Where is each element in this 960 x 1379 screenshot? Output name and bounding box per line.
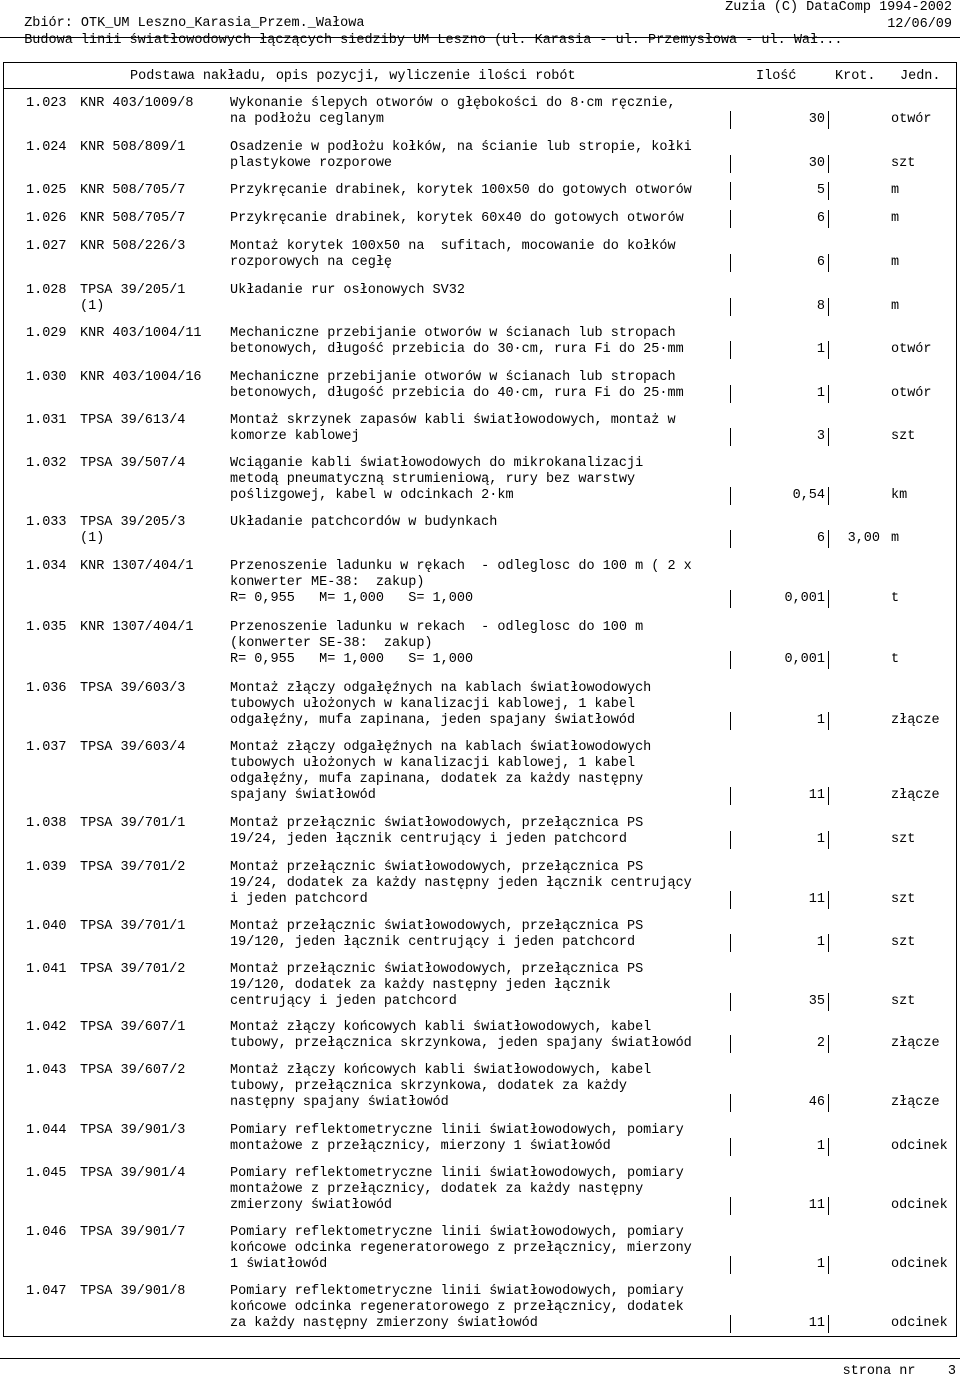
item-number: 1.047 [26, 1284, 67, 1299]
item-quantity: 8 [816, 299, 825, 314]
description-line: i jeden patchcord [230, 892, 368, 907]
item-number: 1.036 [26, 681, 67, 696]
cell-divider [730, 341, 731, 359]
description-line: tubowych ułożonych w kanalizacji kablowej, 1 kabel [230, 697, 636, 712]
column-header-divider [3, 88, 957, 89]
description-line: Mechaniczne przebijanie otworów w ścianach lub stropach [230, 370, 676, 385]
item-description [230, 620, 730, 668]
description-line [230, 299, 730, 315]
item-number: 1.030 [26, 370, 67, 385]
item-number: 1.026 [26, 211, 67, 226]
description-line: Układanie patchcordów w budynkach [230, 515, 498, 530]
item-quantity: 1 [816, 386, 825, 401]
item-unit: szt [891, 832, 916, 847]
cell-divider [730, 1035, 731, 1053]
item-quantity: 0,001 [784, 591, 825, 606]
item-description [230, 1225, 730, 1273]
cell-divider [828, 831, 829, 849]
item-number: 1.023 [26, 96, 67, 111]
item-description [230, 1166, 730, 1214]
item-unit: złącze [891, 788, 940, 803]
cell-divider [828, 787, 829, 805]
item-basis: KNR 403/1004/16 [80, 370, 202, 385]
description-line: poślizgowej, kabel w odcinkach 2·km [230, 488, 514, 503]
item-quantity: 5 [816, 183, 825, 198]
item-number: 1.033 [26, 515, 67, 530]
item-unit: t [891, 652, 900, 667]
description-line: Osadzenie w podłożu kołków, na ścianie lub stropie, kołki [230, 140, 692, 155]
cell-divider [730, 385, 731, 403]
item-quantity: 1 [816, 1139, 825, 1154]
item-number: 1.040 [26, 919, 67, 934]
cell-divider [828, 530, 829, 548]
item-description [230, 239, 730, 271]
cell-divider [730, 487, 731, 505]
item-description [230, 140, 730, 172]
cell-divider [730, 530, 731, 548]
item-description [230, 183, 730, 199]
description-line: betonowych, długość przebicia do 30·cm, rura Fi do 25·mm [230, 342, 684, 357]
item-number: 1.045 [26, 1166, 67, 1181]
description-line: Pomiary reflektometryczne linii światłowodowych, pomiary [230, 1166, 684, 1181]
item-description [230, 681, 730, 729]
item-basis: TPSA 39/613/4 [80, 413, 186, 428]
item-description [230, 1020, 730, 1052]
description-line: Przykręcanie drabinek, korytek 60x40 do gotowych otworów [230, 211, 684, 226]
header-line-2 [8, 17, 952, 65]
description-line: (konwerter SE-38: zakup) [230, 636, 433, 651]
description-line: odgałęźny, mufa zapinana, jeden spajany światłowód [230, 713, 636, 728]
item-quantity: 6 [816, 531, 825, 546]
cell-divider [730, 1138, 731, 1156]
cell-divider [828, 298, 829, 316]
item-basis: KNR 508/809/1 [80, 140, 186, 155]
description-line: Montaż złączy odgałęźnych na kablach światłowodowych [230, 740, 652, 755]
description-line: komorze kablowej [230, 429, 360, 444]
cell-divider [828, 590, 829, 608]
cell-divider [828, 651, 829, 669]
item-unit: szt [891, 429, 916, 444]
item-unit: szt [891, 935, 916, 950]
item-description [230, 370, 730, 402]
collection-name: Zbiór: OTK_UM Leszno_Karasia_Przem._Wałowa [24, 16, 365, 31]
item-number: 1.041 [26, 962, 67, 977]
item-number: 1.044 [26, 1123, 67, 1138]
description-line: Wykonanie ślepych otworów o głębokości do 8·cm ręcznie, [230, 96, 676, 111]
cell-divider [730, 831, 731, 849]
item-description [230, 962, 730, 1010]
cell-divider [730, 590, 731, 608]
item-unit: złącze [891, 1095, 940, 1110]
page-value: 3 [947, 1364, 956, 1379]
item-basis: TPSA 39/607/1 [80, 1020, 186, 1035]
cell-divider [828, 934, 829, 952]
cell-divider [828, 385, 829, 403]
description-line: plastykowe rozporowe [230, 156, 393, 171]
item-number: 1.043 [26, 1063, 67, 1078]
cell-divider [828, 1035, 829, 1053]
description-line: Przenoszenie ladunku w rękach - odleglosc do 100 m ( 2 x [230, 559, 692, 574]
cell-divider [828, 1197, 829, 1215]
item-quantity: 1 [816, 342, 825, 357]
item-unit: szt [891, 156, 916, 171]
item-basis: TPSA 39/205/3 (1) [80, 515, 186, 546]
item-unit: szt [891, 994, 916, 1009]
item-quantity: 6 [816, 255, 825, 270]
description-line: centrujący i jeden patchcord [230, 994, 457, 1009]
description-line: metodą pneumatyczną strumieniową, rury bez warstwy [230, 472, 636, 487]
description-line: R= 0,955 M= 1,000 S= 1,000 [230, 591, 474, 606]
item-quantity: 11 [808, 788, 825, 803]
description-line: 19/120, jeden łącznik centrujący i jeden patchcord [230, 935, 636, 950]
column-header-unit: Jedn. [900, 69, 941, 84]
description-line: 19/120, dodatek za każdy następny jeden łącznik [230, 978, 611, 993]
cell-divider [730, 428, 731, 446]
description-line: za każdy następny zmierzony światłowód [230, 1316, 538, 1331]
item-number: 1.024 [26, 140, 67, 155]
cell-divider [828, 891, 829, 909]
cell-divider [730, 210, 731, 228]
cell-divider [730, 891, 731, 909]
item-unit: km [891, 488, 908, 503]
item-basis: TPSA 39/603/4 [80, 740, 186, 755]
item-unit: złącze [891, 1036, 940, 1051]
description-line: odgałęźny, mufa zapinana, dodatek za każdy następny [230, 772, 644, 787]
item-description [230, 515, 730, 547]
description-line: tubowy, przełącznica skrzynkowa, dodatek za każdy [230, 1079, 627, 1094]
description-line: rozporowych na cegłę [230, 255, 393, 270]
description-line: 19/24, dodatek za każdy następny jeden łącznik centrujący [230, 876, 692, 891]
item-quantity: 1 [816, 713, 825, 728]
item-quantity: 30 [808, 112, 825, 127]
description-line: Przenoszenie ladunku w rekach - odleglosc do 100 m [230, 620, 644, 635]
description-line: Pomiary reflektometryczne linii światłowodowych, pomiary [230, 1284, 684, 1299]
cell-divider [828, 155, 829, 173]
item-quantity: 1 [816, 832, 825, 847]
item-unit: m [891, 531, 900, 546]
item-basis: TPSA 39/901/7 [80, 1225, 186, 1240]
cell-divider [730, 1197, 731, 1215]
item-unit: m [891, 211, 900, 226]
item-basis: TPSA 39/507/4 [80, 456, 186, 471]
item-description [230, 96, 730, 128]
item-quantity: 11 [808, 1198, 825, 1213]
item-unit: szt [891, 892, 916, 907]
cell-divider [828, 210, 829, 228]
item-unit: otwór [891, 386, 932, 401]
item-basis: TPSA 39/701/1 [80, 816, 186, 831]
description-line: Wciąganie kabli światłowodowych do mikrokanalizacji [230, 456, 644, 471]
page-label: strona nr [842, 1364, 916, 1379]
item-basis: KNR 1307/404/1 [80, 559, 194, 574]
item-description [230, 413, 730, 445]
item-basis: TPSA 39/205/1 (1) [80, 283, 186, 314]
description-line: Montaż przełącznic światłowodowych, przełącznica PS [230, 860, 644, 875]
item-description [230, 283, 730, 315]
item-description [230, 1284, 730, 1332]
item-quantity: 1 [816, 1257, 825, 1272]
item-basis: KNR 508/226/3 [80, 239, 186, 254]
description-line: Montaż złączy końcowych kabli światłowodowych, kabel [230, 1063, 652, 1078]
item-number: 1.025 [26, 183, 67, 198]
item-unit: odcinek [891, 1139, 948, 1154]
column-header-qty: Ilość [756, 69, 797, 84]
description-line: Montaż skrzynek zapasów kabli światłowodowych, montaż w [230, 413, 676, 428]
cell-divider [828, 993, 829, 1011]
item-description [230, 1063, 730, 1111]
item-basis: KNR 403/1009/8 [80, 96, 194, 111]
cell-divider [730, 651, 731, 669]
item-unit: otwór [891, 112, 932, 127]
item-basis: KNR 403/1004/11 [80, 326, 202, 341]
document-date: 12/06/09 [887, 17, 952, 32]
item-quantity: 35 [808, 994, 825, 1009]
item-basis: TPSA 39/901/8 [80, 1284, 186, 1299]
item-number: 1.035 [26, 620, 67, 635]
item-unit: odcinek [891, 1198, 948, 1213]
item-number: 1.034 [26, 559, 67, 574]
cell-divider [730, 993, 731, 1011]
item-unit: odcinek [891, 1257, 948, 1272]
description-line: Montaż przełącznic światłowodowych, przełącznica PS [230, 919, 644, 934]
description-line: zmierzony światłowód [230, 1198, 393, 1213]
page-number [843, 1364, 956, 1379]
item-quantity: 30 [808, 156, 825, 171]
item-number: 1.037 [26, 740, 67, 755]
item-unit: m [891, 299, 900, 314]
item-description [230, 816, 730, 848]
item-number: 1.028 [26, 283, 67, 298]
item-basis: TPSA 39/901/4 [80, 1166, 186, 1181]
item-description [230, 559, 730, 607]
description-line: Mechaniczne przebijanie otworów w ścianach lub stropach [230, 326, 676, 341]
cell-divider [828, 487, 829, 505]
description-line: montażowe z przełącznicy, dodatek za każdy następny [230, 1182, 644, 1197]
item-number: 1.038 [26, 816, 67, 831]
item-basis: TPSA 39/701/1 [80, 919, 186, 934]
cell-divider [828, 341, 829, 359]
cell-divider [828, 1094, 829, 1112]
item-description [230, 456, 730, 504]
cell-divider [730, 254, 731, 272]
cell-divider [730, 298, 731, 316]
item-basis: TPSA 39/607/2 [80, 1063, 186, 1078]
cell-divider [730, 1256, 731, 1274]
item-quantity: 2 [816, 1036, 825, 1051]
item-multiplier: 3,00 [847, 531, 880, 546]
item-number: 1.032 [26, 456, 67, 471]
cell-divider [828, 1256, 829, 1274]
item-number: 1.046 [26, 1225, 67, 1240]
item-quantity: 11 [808, 892, 825, 907]
description-line: montażowe z przełącznicy, mierzony 1 światłowód [230, 1139, 611, 1154]
description-line: następny spajany światłowód [230, 1095, 449, 1110]
header-divider [0, 37, 960, 38]
description-line: końcowe odcinka regeneratorowego z przełącznicy, dodatek [230, 1300, 684, 1315]
item-number: 1.039 [26, 860, 67, 875]
description-line: Pomiary reflektometryczne linii światłowodowych, pomiary [230, 1225, 684, 1240]
item-quantity: 3 [816, 429, 825, 444]
column-header-krot: Krot. [835, 69, 876, 84]
item-unit: t [891, 591, 900, 606]
footer-divider [0, 1358, 960, 1359]
description-line: Montaż złączy odgałęźnych na kablach światłowodowych [230, 681, 652, 696]
cell-divider [828, 712, 829, 730]
item-quantity: 0,001 [784, 652, 825, 667]
description-line: konwerter ME-38: zakup) [230, 575, 425, 590]
item-unit: otwór [891, 342, 932, 357]
item-basis: TPSA 39/603/3 [80, 681, 186, 696]
cell-divider [828, 1315, 829, 1333]
item-description [230, 740, 730, 804]
item-quantity: 6 [816, 211, 825, 226]
item-quantity: 1 [816, 935, 825, 950]
item-quantity: 11 [808, 1316, 825, 1331]
software-credit: Zuzia (C) DataComp 1994-2002 [725, 0, 952, 15]
description-line: 1 światłowód [230, 1257, 328, 1272]
cell-divider [730, 155, 731, 173]
description-line: końcowe odcinka regeneratorowego z przełącznicy, mierzony [230, 1241, 692, 1256]
description-line: na podłożu ceglanym [230, 112, 384, 127]
item-number: 1.027 [26, 239, 67, 254]
item-description [230, 326, 730, 358]
description-line: R= 0,955 M= 1,000 S= 1,000 [230, 652, 474, 667]
item-basis: KNR 508/705/7 [80, 211, 186, 226]
description-line: tubowy, przełącznica skrzynkowa, jeden spajany światłowód [230, 1036, 692, 1051]
item-quantity: 0,54 [792, 488, 825, 503]
description-line: Układanie rur osłonowych SV32 [230, 283, 465, 298]
item-unit: m [891, 255, 900, 270]
description-line: Pomiary reflektometryczne linii światłowodowych, pomiary [230, 1123, 684, 1138]
cell-divider [730, 1094, 731, 1112]
description-line: Przykręcanie drabinek, korytek 100x50 do gotowych otworów [230, 183, 692, 198]
item-number: 1.042 [26, 1020, 67, 1035]
cell-divider [730, 934, 731, 952]
column-header-base: Podstawa nakładu, opis pozycji, wyliczenie ilości robót [130, 69, 576, 84]
description-line: Montaż przełącznic światłowodowych, przełącznica PS [230, 816, 644, 831]
cell-divider [730, 1315, 731, 1333]
cell-divider [828, 428, 829, 446]
item-description [230, 211, 730, 227]
description-line: Montaż korytek 100x50 na sufitach, mocowanie do kołków [230, 239, 676, 254]
project-title: Budowa linii światłowodowych łączących siedziby UM Leszno (ul. Karasia - ul. Przemysłowa - ul. Wał... [24, 33, 843, 48]
description-line: spajany światłowód [230, 788, 376, 803]
description-line: Montaż przełącznic światłowodowych, przełącznica PS [230, 962, 644, 977]
cell-divider [828, 111, 829, 129]
description-line: Montaż złączy końcowych kabli światłowodowych, kabel [230, 1020, 652, 1035]
cell-divider [828, 1138, 829, 1156]
description-line [230, 531, 730, 547]
item-unit: złącze [891, 713, 940, 728]
cell-divider [828, 254, 829, 272]
item-description [230, 919, 730, 951]
item-basis: TPSA 39/901/3 [80, 1123, 186, 1138]
cell-divider [730, 712, 731, 730]
item-number: 1.031 [26, 413, 67, 428]
item-description [230, 860, 730, 908]
item-basis: TPSA 39/701/2 [80, 860, 186, 875]
item-basis: TPSA 39/701/2 [80, 962, 186, 977]
item-description [230, 1123, 730, 1155]
description-line: 19/24, jeden łącznik centrujący i jeden patchcord [230, 832, 627, 847]
item-number: 1.029 [26, 326, 67, 341]
item-unit: m [891, 183, 900, 198]
cell-divider [730, 182, 731, 200]
item-basis: KNR 1307/404/1 [80, 620, 194, 635]
item-basis: KNR 508/705/7 [80, 183, 186, 198]
cell-divider [828, 182, 829, 200]
item-unit: odcinek [891, 1316, 948, 1331]
cell-divider [730, 787, 731, 805]
item-quantity: 46 [808, 1095, 825, 1110]
description-line: tubowych ułożonych w kanalizacji kablowej, 1 kabel [230, 756, 636, 771]
cell-divider [730, 111, 731, 129]
description-line: betonowych, długość przebicia do 40·cm, rura Fi do 25·mm [230, 386, 684, 401]
